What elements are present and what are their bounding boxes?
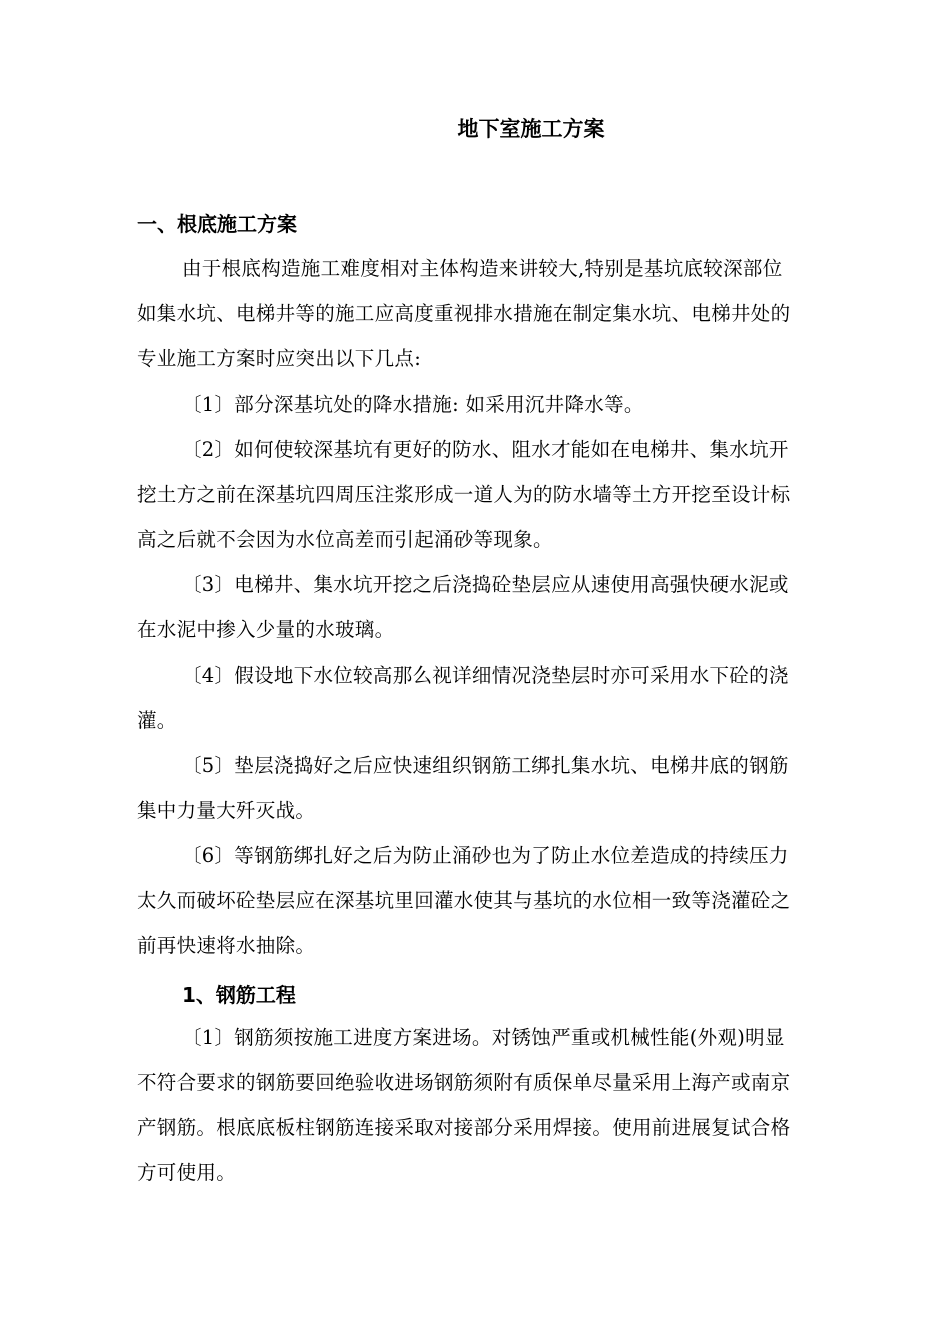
section-heading: 一、根底施工方案 — [137, 212, 297, 236]
paragraph-line: 〔6〕等钢筋绑扎好之后为防止涌砂也为了防止水位差造成的持续压力 — [182, 844, 789, 867]
paragraph-line: 集中力量大歼灭战。 — [137, 799, 316, 822]
paragraph-line: 如集水坑、电梯井等的施工应高度重视排水措施在制定集水坑、电梯井处的 — [137, 302, 791, 325]
paragraph-line: 在水泥中掺入少量的水玻璃。 — [137, 618, 395, 641]
paragraph-line: 产钢筋。根底底板柱钢筋连接采取对接部分采用焊接。使用前进展复试合格 — [137, 1116, 791, 1139]
paragraph-line: 〔3〕电梯井、集水坑开挖之后浇捣砼垫层应从速使用高强快硬水泥或 — [182, 573, 789, 596]
paragraph-line: 不符合要求的钢筋要回绝验收进场钢筋须附有质保单尽量采用上海产或南京 — [137, 1071, 791, 1094]
paragraph-line: 方可使用。 — [137, 1161, 237, 1184]
paragraph-line: 挖土方之前在深基坑四周压注浆形成一道人为的防水墙等土方开挖至设计标 — [137, 483, 791, 506]
paragraph-line: 〔1〕部分深基坑处的降水措施: 如采用沉井降水等。 — [182, 393, 644, 416]
document-title: 地下室施工方案 — [457, 117, 605, 141]
paragraph-line: 专业施工方案时应突出以下几点: — [137, 347, 422, 370]
paragraph-line: 灌。 — [137, 709, 177, 732]
paragraph-line: 〔5〕垫层浇捣好之后应快速组织钢筋工绑扎集水坑、电梯井底的钢筋 — [182, 754, 789, 777]
paragraph-line: 太久而破坏砼垫层应在深基坑里回灌水使其与基坑的水位相一致等浇灌砼之 — [137, 889, 791, 912]
paragraph-line: 前再快速将水抽除。 — [137, 934, 316, 957]
paragraph-line: 〔1〕钢筋须按施工进度方案进场。对锈蚀严重或机械性能(外观)明显 — [182, 1026, 785, 1049]
subsection-heading: 1、钢筋工程 — [182, 983, 296, 1007]
paragraph-line: 〔4〕假设地下水位较高那么视详细情况浇垫层时亦可采用水下砼的浇 — [182, 664, 789, 687]
paragraph-line: 由于根底构造施工难度相对主体构造来讲较大,特别是基坑底较深部位 — [182, 257, 783, 280]
paragraph-line: 〔2〕如何使较深基坑有更好的防水、阻水才能如在电梯井、集水坑开 — [182, 438, 789, 461]
paragraph-line: 高之后就不会因为水位高差而引起涌砂等现象。 — [137, 528, 553, 551]
